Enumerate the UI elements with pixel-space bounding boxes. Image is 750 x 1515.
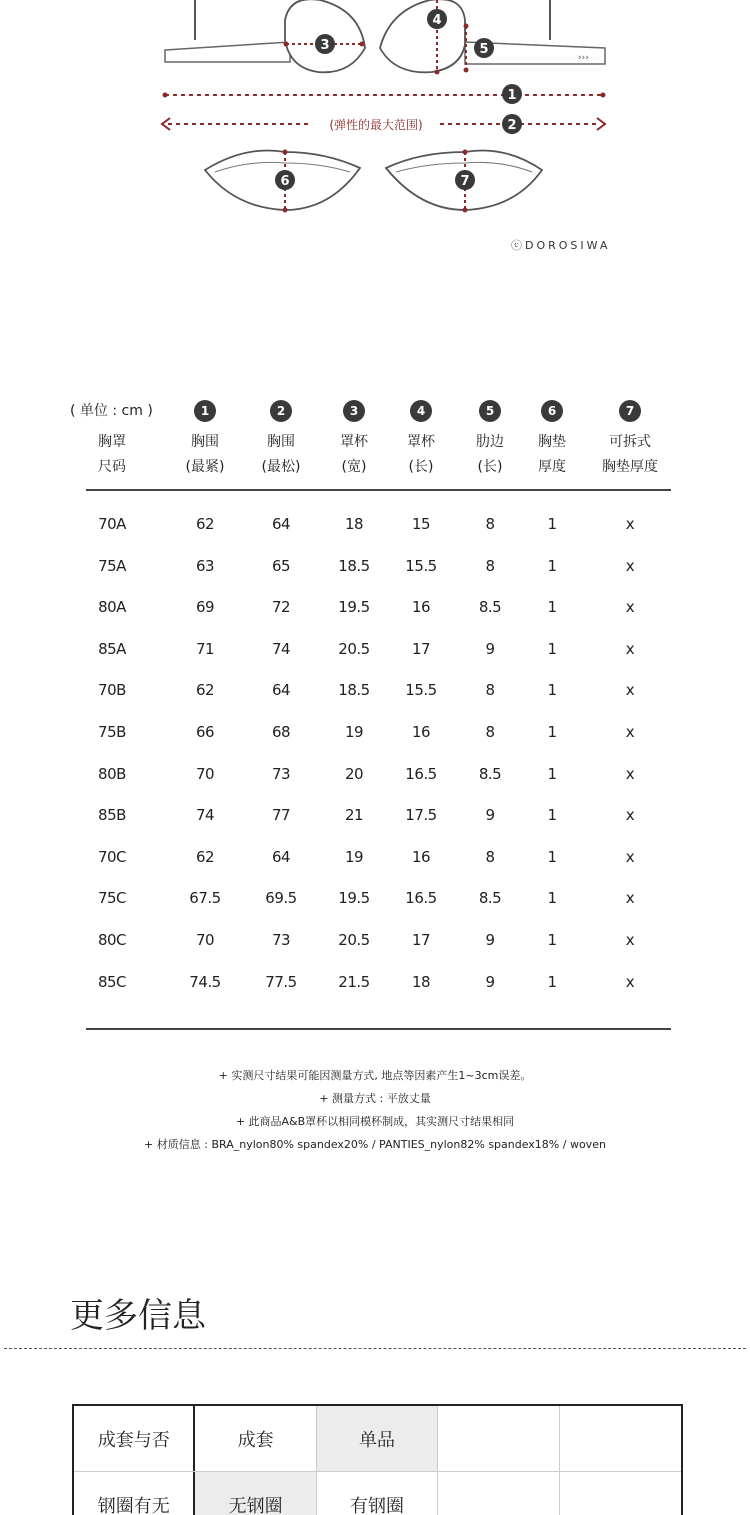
marker-6 (275, 170, 295, 190)
column-header-line: 尺码 (98, 459, 126, 475)
info-row-label: 钢圈有无 (74, 1472, 195, 1515)
hook-glyphs: ››› (578, 53, 589, 63)
measure-cell: 73 (271, 764, 291, 783)
size-cell: 80C (97, 931, 127, 949)
size-cell: 80A (98, 598, 126, 617)
measure-cell: 65 (271, 556, 291, 575)
measure-cell: 1 (547, 889, 557, 908)
measure-cell: 1 (547, 515, 557, 533)
measure-cell: 70 (195, 764, 215, 783)
size-cell: 85B (98, 806, 126, 825)
measure-cell: x (625, 515, 635, 533)
measure-cell: x (625, 931, 635, 949)
measure-cell: 67.5 (189, 889, 221, 908)
measure-cell: 19.5 (338, 889, 370, 908)
info-row (74, 1406, 681, 1472)
column-header-line: 胸垫 (538, 434, 566, 450)
column-number-marker: 4 (410, 400, 432, 422)
measure-cell: 62 (195, 847, 215, 866)
measure-cell: x (625, 723, 635, 741)
column-header (602, 430, 658, 480)
info-row-label: 成套与否 (74, 1406, 195, 1471)
arrow-right-icon (597, 118, 605, 130)
measure-cell: x (625, 847, 635, 866)
measure-cell: 71 (195, 639, 215, 658)
measure-cell: 62 (195, 515, 215, 533)
info-option (560, 1472, 681, 1515)
measure-dot (435, 70, 440, 75)
more-info-title: 更多信息 (70, 1296, 206, 1336)
measure-dot (283, 150, 288, 155)
marker-7 (455, 170, 475, 190)
size-cell: 75A (98, 556, 126, 575)
measure-cell: 77 (271, 806, 291, 825)
svg-text:6: 6 (280, 174, 290, 189)
measure-dot (601, 93, 606, 98)
measure-cell: 20 (344, 764, 364, 783)
dashed-divider (4, 1348, 746, 1349)
measure-cell: 15 (411, 515, 431, 533)
info-row (74, 1472, 681, 1515)
measure-cell: x (625, 681, 635, 700)
measure-cell: 18 (344, 515, 364, 533)
measure-cell: 18 (411, 972, 431, 991)
svg-text:4: 4 (432, 13, 442, 28)
measure-cell: 1 (547, 806, 557, 825)
measure-cell: 8.5 (478, 764, 502, 783)
column-header-line: (长) (477, 459, 503, 475)
measure-cell: 18.5 (338, 556, 370, 575)
measure-cell: 1 (547, 639, 557, 658)
column-header-line: (宽) (341, 459, 367, 475)
column-header-line: 厚度 (538, 459, 566, 475)
measure-cell: x (625, 972, 635, 991)
measure-cell: 73 (271, 931, 291, 949)
column-header (186, 430, 225, 480)
column-header-line: 胸罩 (98, 434, 126, 450)
column-header (476, 430, 504, 480)
info-option-selected: 单品 (317, 1406, 438, 1471)
measure-dot (464, 68, 469, 73)
measure-cell: 15.5 (405, 556, 437, 575)
measure-cell: 16.5 (405, 764, 437, 783)
measure-cell: x (625, 598, 635, 617)
measure-cell: 17 (411, 931, 431, 949)
info-option (560, 1406, 681, 1471)
measure-cell: 69.5 (265, 889, 297, 908)
measure-cell: 74 (271, 639, 291, 658)
size-cell: 75B (98, 723, 126, 741)
measure-cell: 1 (547, 972, 557, 991)
info-option-selected: 无钢圈 (195, 1472, 316, 1515)
size-cell: 85C (97, 972, 127, 991)
column-header-line: 胸垫厚度 (602, 459, 658, 475)
measure-cell: 20.5 (338, 931, 370, 949)
measure-cell: 16.5 (405, 889, 437, 908)
measure-cell: 64 (271, 847, 291, 866)
measure-cell: 1 (547, 556, 557, 575)
measure-cell: 1 (547, 723, 557, 741)
right-cup (380, 0, 465, 72)
measure-cell: 9 (485, 806, 495, 825)
size-cell: 70A (98, 515, 126, 533)
measure-cell: 69 (195, 598, 215, 617)
column-header (340, 430, 368, 480)
size-cell: 70C (97, 847, 127, 866)
measure-cell: 8 (485, 847, 495, 866)
info-option (438, 1406, 559, 1471)
column-header-line: 胸围 (267, 434, 295, 450)
measure-cell: 16 (411, 847, 431, 866)
column-number-marker: 3 (343, 400, 365, 422)
svg-text:3: 3 (320, 38, 330, 53)
left-band (165, 42, 290, 62)
measure-dot (163, 93, 168, 98)
measure-cell: 8 (485, 556, 495, 575)
measurement-diagram (0, 0, 750, 270)
measure-dot (463, 150, 468, 155)
measure-cell: x (625, 889, 635, 908)
info-option: 有钢圈 (317, 1472, 438, 1515)
column-header (262, 430, 301, 480)
marker-4 (427, 9, 447, 29)
unit-label: ( 单位 : cm ) (70, 403, 153, 419)
svg-text:5: 5 (479, 42, 489, 57)
column-header (407, 430, 435, 480)
measure-cell: x (625, 556, 635, 575)
svg-text:2: 2 (507, 118, 517, 133)
measure-cell: 8 (485, 515, 495, 533)
size-cell: 85A (98, 639, 126, 658)
measure-cell: 17.5 (405, 806, 437, 825)
measure-cell: x (625, 639, 635, 658)
measure-cell: 18.5 (338, 681, 370, 700)
measure-cell: 72 (271, 598, 291, 617)
header-divider (86, 489, 671, 491)
measure-dot (283, 208, 288, 213)
measure-cell: 68 (271, 723, 291, 741)
info-option: 成套 (195, 1406, 316, 1471)
copyright-mark: ⓒDOROSIWA (511, 239, 611, 252)
measure-cell: 74.5 (189, 972, 221, 991)
measure-cell: 1 (547, 764, 557, 783)
measure-cell: 15.5 (405, 681, 437, 700)
measure-cell: x (625, 764, 635, 783)
column-header-line: (最松) (261, 459, 301, 475)
measure-cell: 62 (195, 681, 215, 700)
column-number-marker: 1 (194, 400, 216, 422)
measure-cell: 9 (485, 931, 495, 949)
table-bottom-divider (86, 1028, 671, 1030)
measure-cell: 1 (547, 847, 557, 866)
measure-cell: 9 (485, 972, 495, 991)
measure-cell: 8 (485, 723, 495, 741)
measure-cell: 1 (547, 931, 557, 949)
column-header-line: 罩杯 (340, 434, 368, 450)
size-cell: 80B (98, 764, 126, 783)
measure-dot (360, 42, 365, 47)
measure-cell: 1 (547, 598, 557, 617)
svg-text:1: 1 (507, 88, 517, 103)
measure-cell: 8.5 (478, 598, 502, 617)
column-header-line: 可拆式 (609, 434, 651, 450)
size-cell: 70B (98, 681, 126, 700)
measure-cell: 8.5 (478, 889, 502, 908)
measure-cell: 64 (271, 681, 291, 700)
note-line: + 测量方式 : 平放丈量 (319, 1092, 431, 1105)
measure-cell: 17 (411, 639, 431, 658)
column-header-line: (长) (408, 459, 434, 475)
svg-text:7: 7 (460, 174, 470, 189)
measure-cell: x (625, 806, 635, 825)
measure-cell: 8 (485, 681, 495, 700)
column-header-line: 罩杯 (407, 434, 435, 450)
column-number-marker: 6 (541, 400, 563, 422)
column-number-marker: 7 (619, 400, 641, 422)
measure-cell: 1 (547, 681, 557, 700)
measure-cell: 20.5 (338, 639, 370, 658)
more-info-table (72, 1404, 683, 1515)
elastic-range-label: (弹性的最大范围) (329, 118, 423, 132)
column-number-marker: 2 (270, 400, 292, 422)
measure-cell: 19 (344, 847, 364, 866)
measure-cell: 64 (271, 515, 291, 533)
bra-measurement-illustration (0, 0, 750, 270)
measure-cell: 16 (411, 723, 431, 741)
measure-cell: 70 (195, 931, 215, 949)
column-header-line: 肋边 (476, 434, 504, 450)
measure-dot (464, 24, 469, 29)
measure-cell: 21.5 (338, 972, 370, 991)
measure-cell: 21 (344, 806, 364, 825)
column-number-marker: 5 (479, 400, 501, 422)
marker-2 (502, 114, 522, 134)
column-header-line: (最紧) (185, 459, 225, 475)
measure-cell: 16 (411, 598, 431, 617)
info-option (438, 1472, 559, 1515)
note-line: + 此商品A&B罩杯以相同模杯制成，其实测尺寸结果相同 (235, 1115, 515, 1128)
note-line: + 实测尺寸结果可能因测量方式, 地点等因素产生1~3cm误差。 (218, 1069, 532, 1082)
column-header-line: 胸围 (191, 434, 219, 450)
measure-dot (284, 42, 289, 47)
measure-cell: 9 (485, 639, 495, 658)
note-line: + 材质信息 : BRA_nylon80% spandex20% / PANTIES_nylon82% spandex18% / woven (144, 1138, 606, 1151)
measure-cell: 77.5 (265, 972, 297, 991)
measure-dot (463, 208, 468, 213)
marker-3 (315, 34, 335, 54)
measure-cell: 74 (195, 806, 215, 825)
measure-cell: 19 (344, 723, 364, 741)
marker-5 (474, 38, 494, 58)
size-cell: 75C (97, 889, 127, 908)
column-header (98, 430, 126, 480)
measure-cell: 19.5 (338, 598, 370, 617)
column-header (538, 430, 566, 480)
measure-cell: 66 (195, 723, 215, 741)
measure-cell: 63 (195, 556, 215, 575)
marker-1 (502, 84, 522, 104)
